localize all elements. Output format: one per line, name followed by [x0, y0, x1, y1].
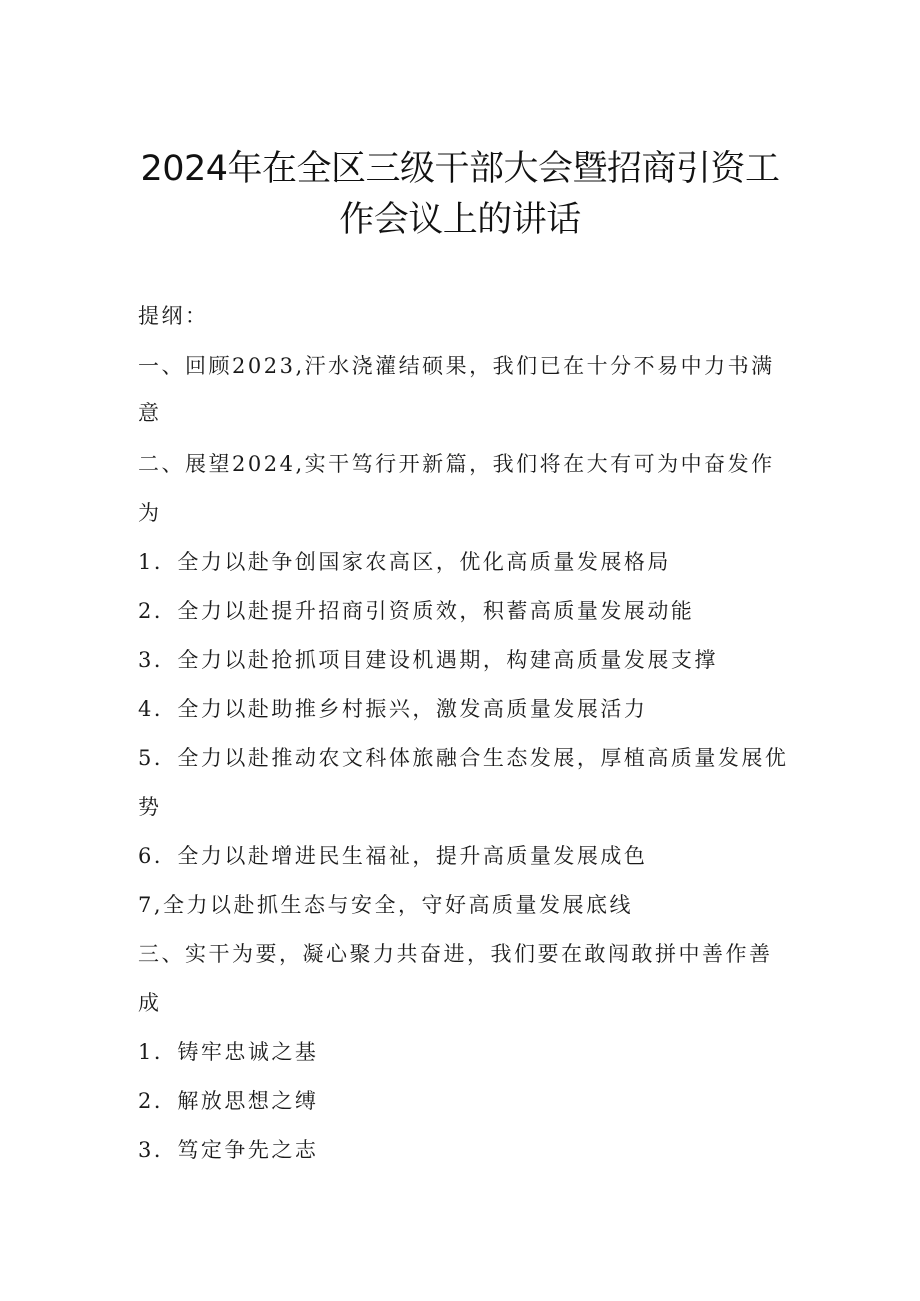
- outline-item: 6．全力以赴增进民生福祉，提升高质量发展成色: [138, 844, 648, 868]
- outline-heading: 提纲：: [138, 304, 209, 328]
- document-title-line-2: 作会议上的讲话: [339, 200, 581, 240]
- outline-item: 5．全力以赴推动农文科体旅融合生态发展，厚植高质量发展优: [138, 746, 789, 770]
- outline-section-2-cont: 为: [138, 501, 162, 525]
- outline-item: 7,全力以赴抓生态与安全，守好高质量发展底线: [138, 893, 634, 917]
- outline-item-cont: 势: [138, 795, 162, 819]
- document-title-line-1: 2024年在全区三级干部大会暨招商引资工: [140, 149, 780, 189]
- outline-section-3: 三、实干为要，凝心聚力共奋进，我们要在敢闯敢拼中善作善: [138, 942, 773, 966]
- outline-item: 2．全力以赴提升招商引资质效，积蓄高质量发展动能: [138, 599, 695, 623]
- outline-item: 1．全力以赴争创国家农高区，优化高质量发展格局: [138, 550, 671, 574]
- outline-item: 3．笃定争先之志: [138, 1138, 319, 1162]
- outline-item: 1．铸牢忠诚之基: [138, 1040, 319, 1064]
- outline-section-3-cont: 成: [138, 991, 162, 1015]
- outline-item: 3．全力以赴抢抓项目建设机遇期，构建高质量发展支撑: [138, 648, 718, 672]
- outline-section-2: 二、展望2024,实干笃行开新篇，我们将在大有可为中奋发作: [138, 452, 775, 476]
- outline-item: 2．解放思想之缚: [138, 1089, 319, 1113]
- outline-item: 4．全力以赴助推乡村振兴，激发高质量发展活力: [138, 697, 648, 721]
- outline-section-1: 一、回顾2023,汗水浇灌结硕果，我们已在十分不易中力书满: [138, 354, 775, 378]
- outline-section-1-cont: 意: [138, 401, 162, 425]
